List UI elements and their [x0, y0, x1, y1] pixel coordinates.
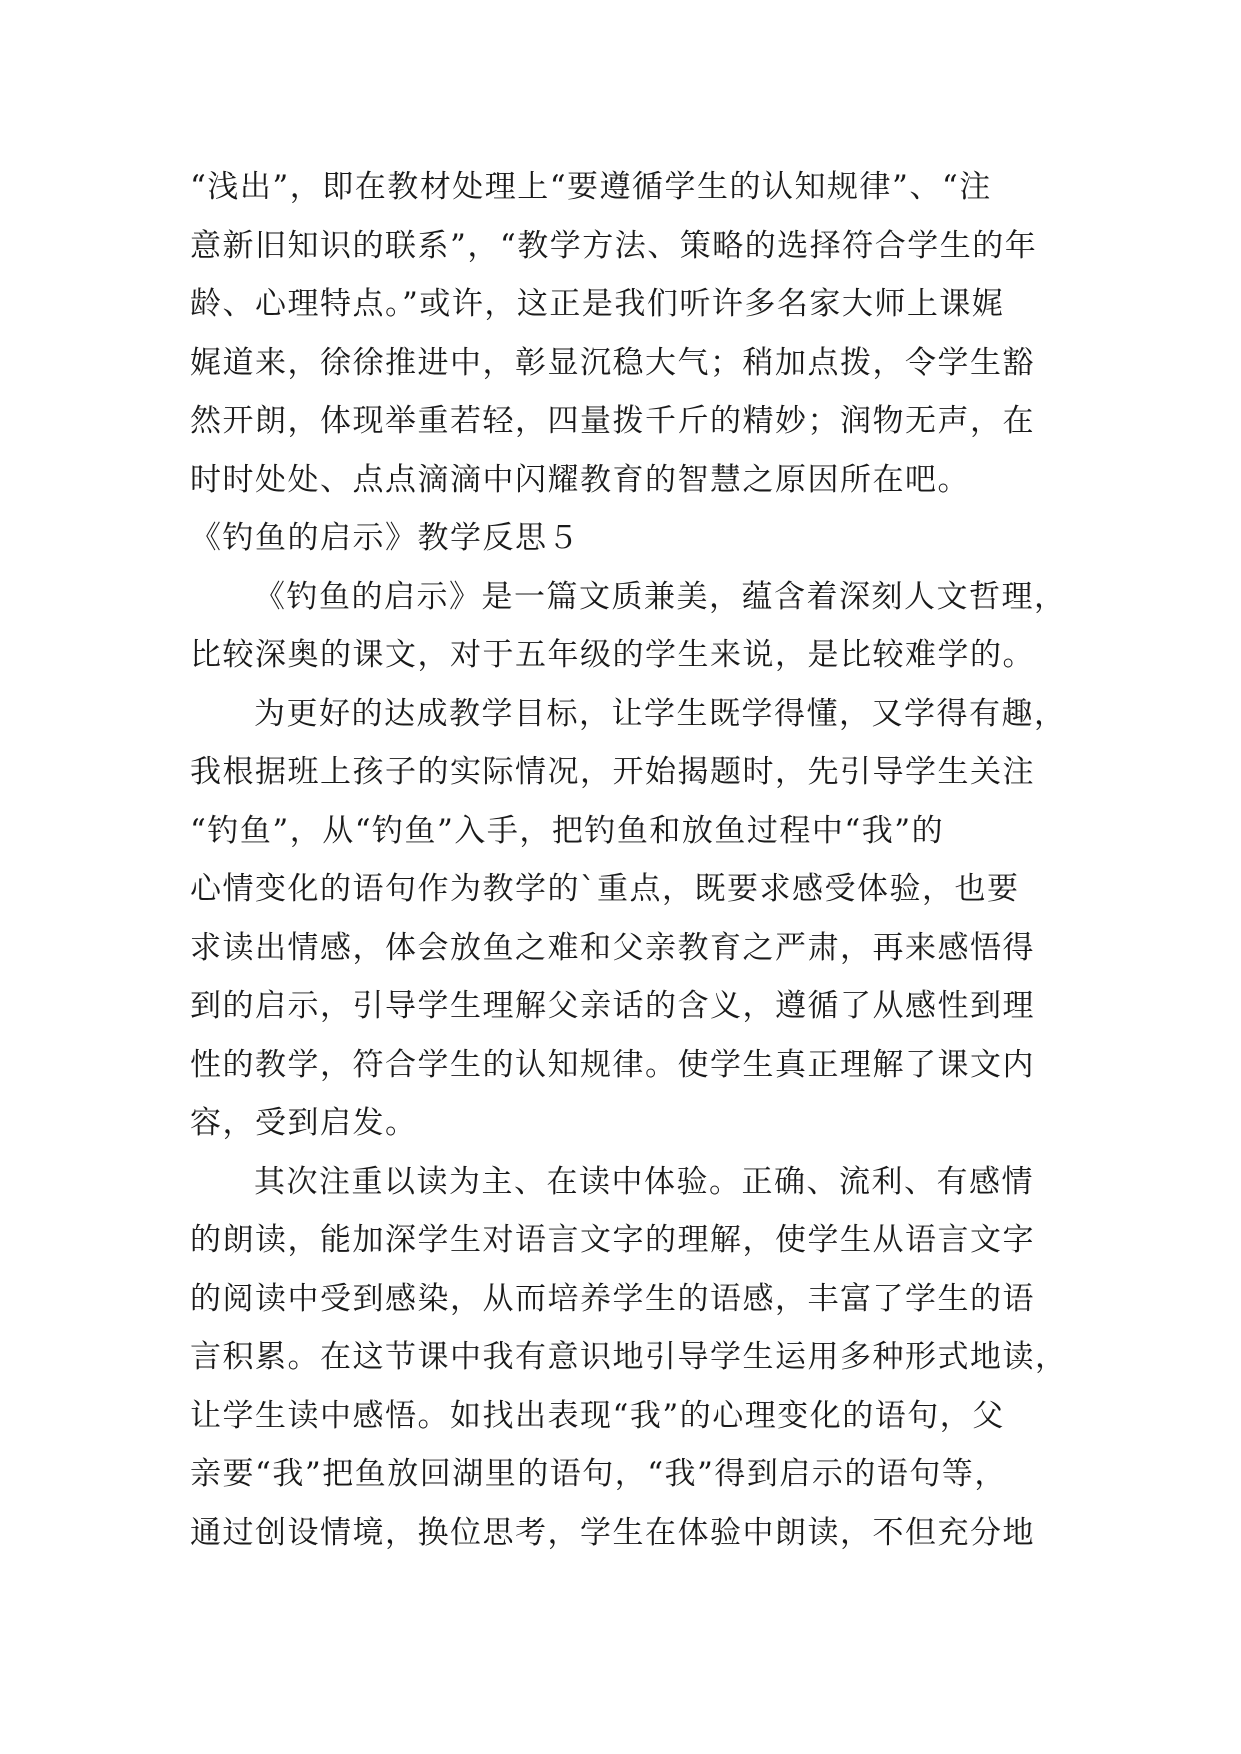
text-line: 比较深奥的课文，对于五年级的学生来说，是比较难学的。 [190, 637, 1035, 673]
text-line: 求读出情感，体会放鱼之难和父亲教育之严肃，再来感悟得 [190, 929, 1035, 966]
paragraph-first-line: 为更好的达成教学目标，让学生既学得懂，又学得有趣， [254, 695, 1067, 732]
text-line: 娓道来，徐徐推进中，彰显沉稳大气；稍加点拨，令学生豁 [190, 344, 1035, 381]
text-line: 的朗读，能加深学生对语言文字的理解，使学生从语言文字 [190, 1222, 1035, 1258]
paragraph-first-line: 《钓鱼的启示》是一篇文质兼美，蕴含着深刻人文哲理， [254, 578, 1067, 615]
text-line: 龄、心理特点。”或许，这正是我们听许多名家大师上课娓 [190, 286, 1005, 322]
text-line: “钓鱼”，从“钓鱼”入手，把钓鱼和放鱼过程中“我”的 [190, 812, 945, 849]
text-line: 容，受到启发。 [190, 1105, 418, 1141]
text-line: 我根据班上孩子的实际情况，开始揭题时，先引导学生关注 [190, 754, 1035, 790]
text-line: 意新旧知识的联系”，“教学方法、策略的选择符合学生的年 [190, 227, 1038, 264]
text-line: 心情变化的语句作为教学的`重点，既要求感受体验，也要 [190, 871, 1020, 907]
document-body [190, 158, 1068, 1562]
text-line: 时时处处、点点滴滴中闪耀教育的智慧之原因所在吧。 [190, 461, 970, 498]
text-line: 然开朗，体现举重若轻，四量拨千斤的精妙；润物无声，在 [190, 403, 1035, 439]
text-line: “浅出”，即在教材处理上“要遵循学生的认知规律”、“注 [190, 169, 992, 205]
text-line: 言积累。在这节课中我有意识地引导学生运用多种形式地读， [190, 1339, 1068, 1375]
text-line: 性的教学，符合学生的认知规律。使学生真正理解了课文内 [190, 1046, 1035, 1083]
text-line: 亲要“我”把鱼放回湖里的语句，“我”得到启示的语句等， [190, 1456, 1007, 1492]
section-heading: 《钓鱼的启示》教学反思５ [190, 520, 580, 556]
text-line: 通过创设情境，换位思考，学生在体验中朗读，不但充分地 [190, 1514, 1035, 1551]
text-line: 的阅读中受到感染，从而培养学生的语感，丰富了学生的语 [190, 1280, 1035, 1317]
paragraph-first-line: 其次注重以读为主、在读中体验。正确、流利、有感情 [254, 1163, 1034, 1200]
text-line: 到的启示，引导学生理解父亲话的含义，遵循了从感性到理 [190, 988, 1035, 1024]
text-line: 让学生读中感悟。如找出表现“我”的心理变化的语句，父 [190, 1397, 1005, 1434]
